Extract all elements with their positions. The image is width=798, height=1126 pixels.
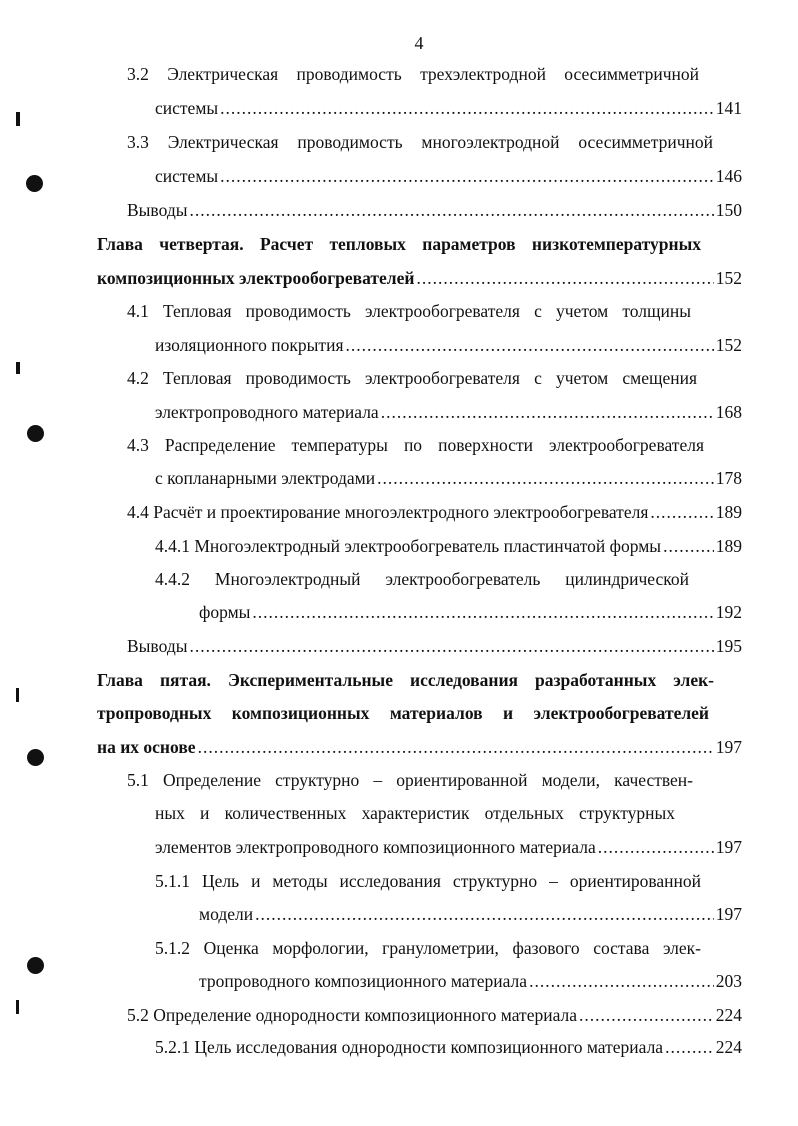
toc-entry-text: композиционных электрообогревателей [97,268,415,288]
toc-entry [127,634,742,658]
toc-entry [199,902,742,926]
toc-entry-text: 5.2.1 Цель исследования однородности композиционного материала [155,1037,664,1057]
toc-entry-page: 178 [715,468,742,488]
toc-entry-page: 152 [715,268,742,288]
binder-hole-mark [27,957,44,974]
toc-entry-text: изоляционного покрытия [155,335,344,355]
toc-entry [127,768,693,792]
margin-mark [16,112,20,126]
leader-dots [377,466,714,490]
toc-entry-text: 3.2 Электрическая проводимость трехэлектродной осесимметричной [127,64,699,84]
toc-entry [199,600,742,624]
toc-entry-page: 224 [715,1037,742,1057]
toc-entry [127,299,691,323]
toc-entry-page: 203 [715,971,742,991]
toc-entry-page: 141 [715,98,742,118]
toc-entry [127,130,713,154]
toc-entry-text: 3.3 Электрическая проводимость многоэлектродной осесимметричной [127,132,713,152]
leader-dots [220,164,714,188]
toc-chapter [97,668,714,692]
toc-chapter [97,232,701,256]
leader-dots [220,96,714,120]
margin-mark [16,688,19,702]
toc-entry-page: 168 [715,402,742,422]
toc-entry-text: 4.2 Тепловая проводимость электрообогревателя с учетом смещения [127,368,697,388]
toc-entry [155,164,742,188]
toc-entry-page: 150 [715,200,742,220]
toc-entry [155,801,675,825]
toc-entry-page: 146 [715,166,742,186]
toc-entry-page: 152 [715,335,742,355]
toc-entry-page: 197 [715,837,742,857]
toc-entry-text: системы [155,166,219,186]
toc-entry [155,333,742,357]
leader-dots [598,835,714,859]
toc-entry-text: Выводы [127,200,188,220]
toc-entry-text: 4.4.1 Многоэлектродный электрообогреватель пластинчатой формы [155,536,662,556]
toc-entry-text: 4.1 Тепловая проводимость электрообогревателя с учетом толщины [127,301,691,321]
toc-entry-text: ных и количественных характеристик отдельных структурных [155,803,675,823]
leader-dots [416,266,713,290]
toc-entry-text: электропроводного материала [155,402,379,422]
leader-dots [579,1003,714,1027]
leader-dots [529,969,714,993]
toc-entry [155,1035,742,1059]
leader-dots [198,735,714,759]
toc-entry [127,433,704,457]
toc-entry-text: 4.4 Расчёт и проектирование многоэлектродного электрообогревателя [127,502,649,522]
toc-entry [127,366,697,390]
toc-entry-page: 189 [715,536,742,556]
leader-dots [189,198,713,222]
leader-dots [255,902,714,926]
toc-chapter [97,701,709,725]
toc-entry-text: 4.4.2 Многоэлектродный электрообогреватель цилиндрической [155,569,689,589]
binder-hole-mark [27,425,44,442]
margin-mark [16,1000,19,1014]
toc-chapter [97,266,742,290]
binder-hole-mark [27,749,44,766]
leader-dots [381,400,714,424]
leader-dots [189,634,713,658]
toc-entry-text: системы [155,98,219,118]
toc-entry-page: 192 [715,602,742,622]
toc-entry [155,96,742,120]
leader-dots [252,600,713,624]
toc-entry-text: тропроводного композиционного материала [199,971,528,991]
toc-entry [127,1003,742,1027]
toc-entry-text: формы [199,602,251,622]
toc-entry [127,62,699,86]
toc-entry [155,567,689,591]
toc-entry [155,869,701,893]
toc-entry-page: 224 [715,1005,742,1025]
toc-entry-page: 195 [715,636,742,656]
page-number: 4 [414,33,424,53]
toc-chapter [97,735,742,759]
toc-entry-text: Глава четвертая. Расчет тепловых параметров низкотемпературных [97,234,701,254]
toc-entry-page: 189 [715,502,742,522]
toc-entry [155,835,742,859]
toc-entry-text: 4.3 Распределение температуры по поверхности электрообогревателя [127,435,704,455]
toc-entry-text: 5.1 Определение структурно – ориентированной модели, качествен- [127,770,693,790]
toc-entry-text: на их основе [97,737,196,757]
toc-entry-page: 197 [715,904,742,924]
toc-entry [127,500,742,524]
leader-dots [663,534,714,558]
toc-entry [155,466,742,490]
toc-entry [155,534,742,558]
leader-dots [665,1035,714,1059]
toc-entry [199,969,742,993]
toc-entry [155,936,701,960]
leader-dots [650,500,713,524]
leader-dots [346,333,714,357]
toc-entry-text: тропроводных композиционных материалов и электрообогревателей [97,703,709,723]
binder-hole-mark [26,175,43,192]
toc-entry-page: 197 [715,737,742,757]
toc-entry-text: модели [199,904,254,924]
toc-entry-text: Глава пятая. Экспериментальные исследования разработанных элек- [97,670,714,690]
toc-entry-text: 5.1.1 Цель и методы исследования структурно – ориентированной [155,871,701,891]
toc-entry-text: с копланарными электродами [155,468,376,488]
toc-entry [127,198,742,222]
toc-entry-text: элементов электропроводного композиционного материала [155,837,596,857]
toc-entry-text: 5.1.2 Оценка морфологии, гранулометрии, фазового состава элек- [155,938,701,958]
toc-entry-text: 5.2 Определение однородности композиционного материала [127,1005,578,1025]
toc-entry [155,400,742,424]
margin-mark [16,362,20,374]
toc-entry-text: Выводы [127,636,188,656]
